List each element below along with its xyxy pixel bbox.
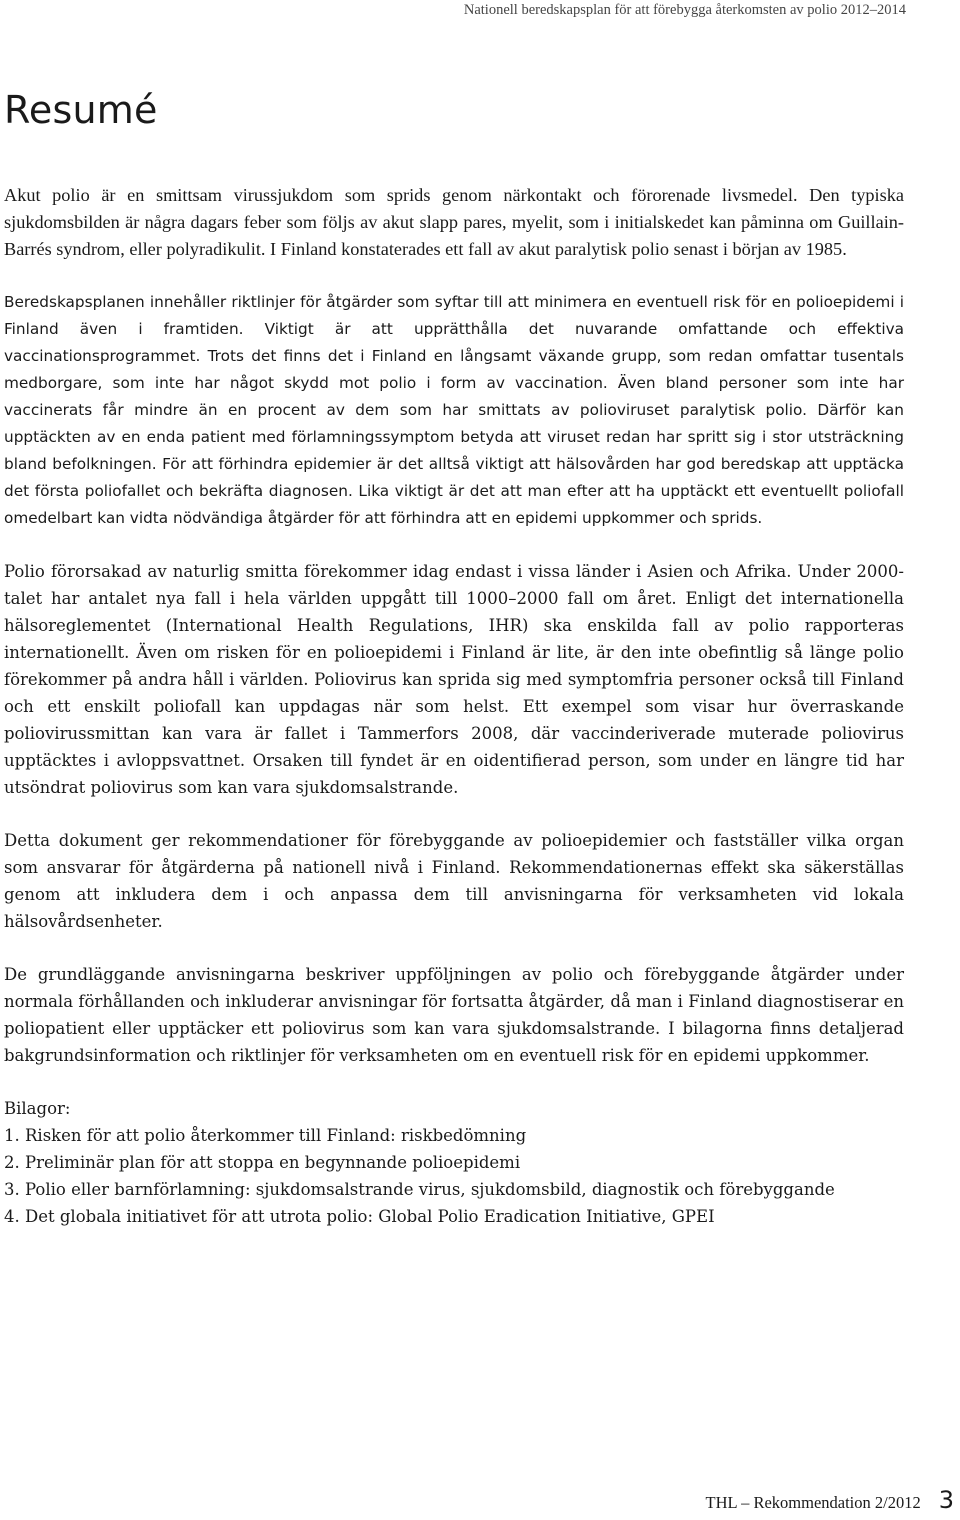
appendix-item: 3. Polio eller barnförlamning: sjukdomsalstrande virus, sjukdomsbild, diagnostik och förebyggande — [4, 1180, 835, 1199]
appendix-item: 1. Risken för att polio återkommer till Finland: riskbedömning — [4, 1126, 527, 1145]
document-body — [4, 182, 904, 1230]
appendix-item: 2. Preliminär plan för att stoppa en begynnande polioepidemi — [4, 1153, 521, 1172]
paragraph-recommendations: Detta dokument ger rekommendationer för förebyggande av polioepidemier och fastställer vilka organ som ansvarar för åtgärderna på nationell nivå i Finland. Rekommendationernas effekt ska säkerställas genom att inkludera dem i och anpassa dem till anvisningarna för verksamheten vid lokala hälsovårdsenheter. — [4, 831, 904, 931]
appendix-section — [4, 1095, 904, 1230]
page-number: 3 — [938, 1486, 954, 1514]
appendix-heading: Bilagor: — [4, 1099, 71, 1118]
paragraph-preparedness-plan: Beredskapsplanen innehåller riktlinjer för åtgärder som syftar till att minimera en eventuell risk för en polioepidemi i Finland även i framtiden. Viktigt är att upprätthålla det nuvarande omfattande och effektiva vaccinationsprogrammet. Trots det finns det i Finland en långsamt växande grupp, som redan omfattar tusentals medborgare, som inte har något skydd mot polio i form av vaccination. Även bland personer som inte har vaccinerats får mindre än en procent av dem som har smittats av polioviruset paralytisk polio. Därför kan upptäckten av en enda patient med förlamningssymptom betyda att viruset redan har spritt sig i stor utsträckning bland befolkningen. För att förhindra epidemier är det alltså viktigt att hälsovården har god beredskap att upptäcka det första poliofallet och bekräfta diagnosen. Lika viktigt är det att man efter att ha upptäckt ett eventuellt poliofall omedelbart kan vidta nödvändiga åtgärder för att förhindra att en epidemi uppkommer och sprids. — [4, 293, 904, 527]
paragraph-basic-instructions: De grundläggande anvisningarna beskriver uppföljningen av polio och förebyggande åtgärder under normala förhållanden och inkluderar anvisningar för fortsatta åtgärder, då man i Finland diagnostiserar en poliopatient eller upptäcker ett poliovirus som kan vara sjukdomsalstrande. I bilagorna finns detaljerad bakgrundsinformation och riktlinjer för verksamheten om en eventuell risk för en epidemi uppkommer. — [4, 965, 904, 1065]
paragraph-intro: Akut polio är en smittsam virussjukdom som sprids genom närkontakt och förorenade livsmedel. Den typiska sjukdomsbilden är några dagars feber som följs av akut slapp pares, myelit, som i initialskedet kan påminna om Guillain-Barrés syndrom, eller polyradikulit. I Finland konstaterades ett fall av akut paralytisk polio senast i början av 1985. — [4, 185, 904, 259]
running-header: Nationell beredskapsplan för att förebygga återkomsten av polio 2012–2014 — [463, 2, 906, 18]
footer-publisher: THL – Rekommendation 2/2012 — [705, 1493, 921, 1512]
appendix-list — [4, 1122, 904, 1230]
page-footer — [705, 1486, 954, 1514]
page-title: Resumé — [4, 88, 158, 132]
appendix-item: 4. Det globala initiativet för att utrota polio: Global Polio Eradication Initiative, GPEI — [4, 1207, 715, 1226]
paragraph-global-situation: Polio förorsakad av naturlig smitta förekommer idag endast i vissa länder i Asien och Afrika. Under 2000-talet har antalet nya fall i hela världen uppgått till 1000–2000 fall om året. Enligt det internationella hälsoreglementet (International Health Regulations, IHR) ska enskilda fall av polio rapporteras internationellt. Även om risken för en polioepidemi i Finland är lite, är den inte obefintlig så länge polio förekommer på andra håll i världen. Poliovirus kan sprida sig med symptomfria personer också till Finland och ett enskilt poliofall kan uppdagas när som helst. Ett exempel som visar hur överraskande poliovirussmittan kan vara är fallet i Tammerfors 2008, där vaccinderiverade muterade poliovirus upptäcktes i avloppsvattnet. Orsaken till fyndet är en oidentifierad person, som under en längre tid har utsöndrat poliovirus som kan vara sjukdomsalstrande. — [4, 562, 904, 797]
